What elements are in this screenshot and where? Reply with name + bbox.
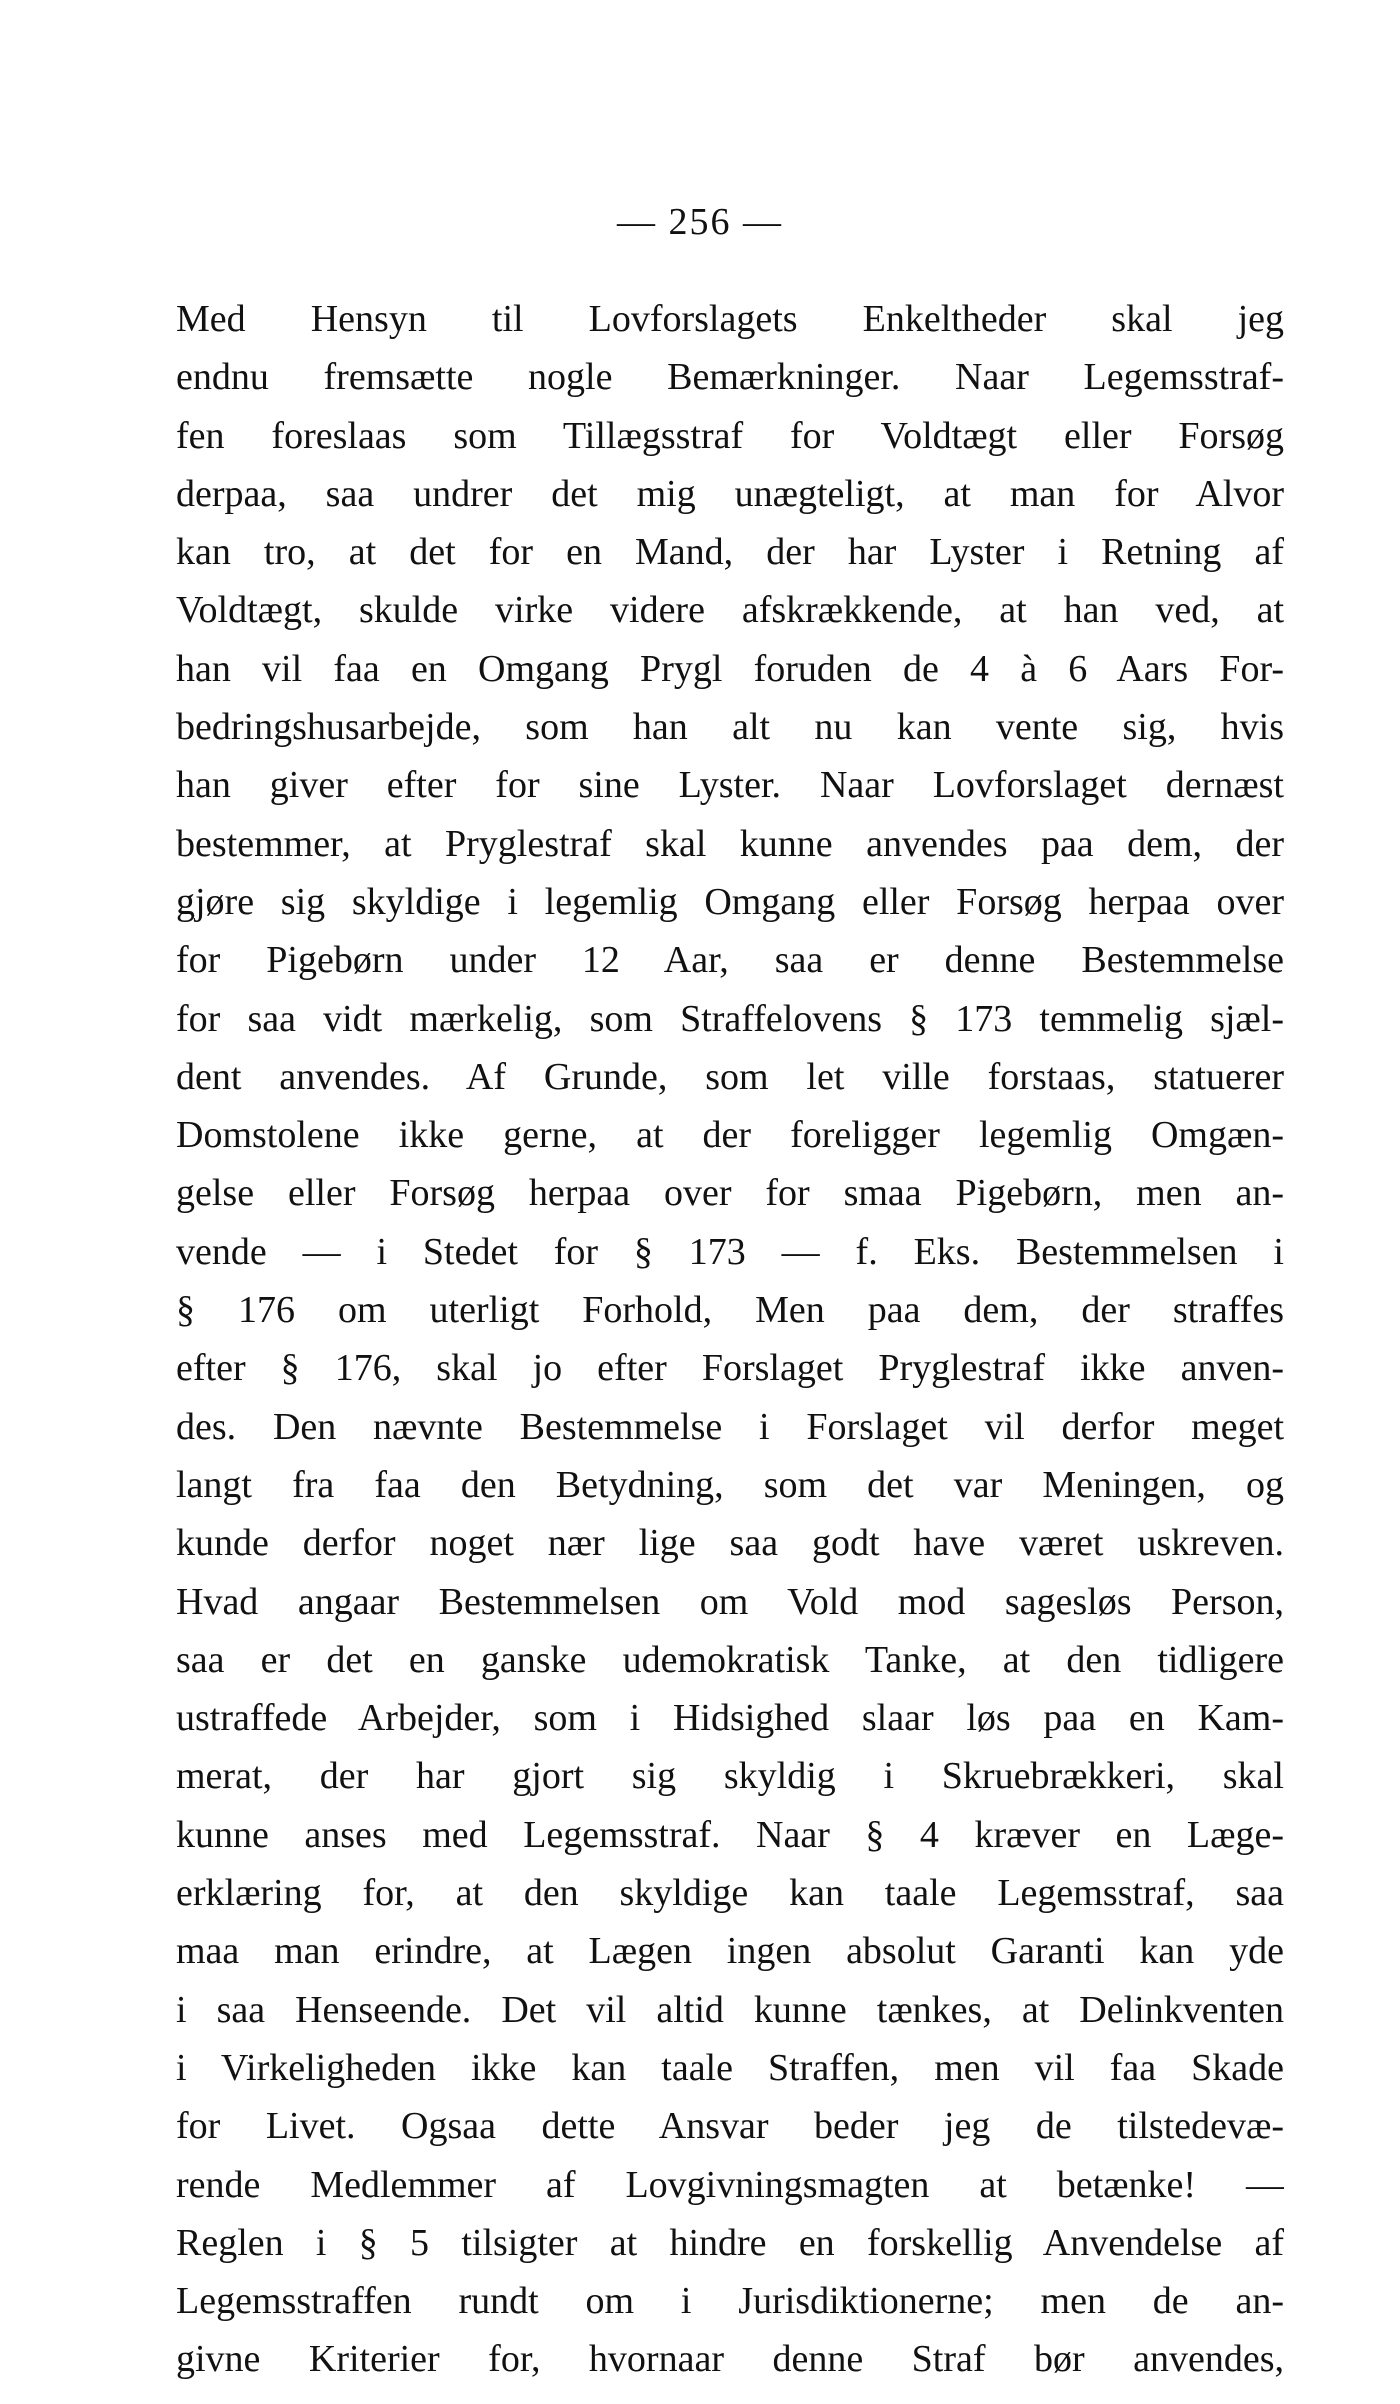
text-line: Voldtægt, skulde virke videre afskrækkende, at han ved, at [176, 589, 1284, 632]
text-line: dent anvendes. Af Grunde, som let ville forstaas, statuerer [176, 1055, 1284, 1098]
text-line: bedringshusarbejde, som han alt nu kan vente sig, hvis [176, 706, 1284, 749]
text-line: gjøre sig skyldige i legemlig Omgang eller Forsøg herpaa over [176, 880, 1284, 923]
text-line: for Pigebørn under 12 Aar, saa er denne Bestemmelse [176, 939, 1284, 982]
text-line: i saa Henseende. Det vil altid kunne tænkes, at Delinkventen [176, 1988, 1284, 2031]
body-text [176, 290, 1284, 2389]
text-line: han vil faa en Omgang Prygl foruden de 4 à 6 Aars For- [176, 647, 1284, 690]
text-line: saa er det en ganske udemokratisk Tanke, at den tidligere [176, 1638, 1284, 1681]
text-line: langt fra faa den Betydning, som det var Meningen, og [176, 1463, 1284, 1506]
text-line: fen foreslaas som Tillægsstraf for Voldtægt eller Forsøg [176, 414, 1284, 457]
text-line: erklæring for, at den skyldige kan taale Legemsstraf, saa [176, 1872, 1284, 1915]
text-line: rende Medlemmer af Lovgivningsmagten at betænke! — [176, 2163, 1284, 2206]
text-line: vende — i Stedet for § 173 — f. Eks. Bestemmelsen i [176, 1230, 1284, 1273]
text-line: i Virkeligheden ikke kan taale Straffen, men vil faa Skade [176, 2046, 1284, 2089]
text-line: for Livet. Ogsaa dette Ansvar beder jeg de tilstedevæ- [176, 2105, 1284, 2148]
text-line: des. Den nævnte Bestemmelse i Forslaget vil derfor meget [176, 1405, 1284, 1448]
text-line: ustraffede Arbejder, som i Hidsighed slaar løs paa en Kam- [176, 1697, 1284, 1740]
text-line: kunde derfor noget nær lige saa godt have været uskreven. [176, 1522, 1284, 1565]
text-line: endnu fremsætte nogle Bemærkninger. Naar Legemsstraf- [176, 356, 1284, 399]
text-line: maa man erindre, at Lægen ingen absolut Garanti kan yde [176, 1930, 1284, 1973]
text-line: Hvad angaar Bestemmelsen om Vold mod sagesløs Person, [176, 1580, 1284, 1623]
text-line: kunne anses med Legemsstraf. Naar § 4 kræver en Læge- [176, 1813, 1284, 1856]
text-line: Domstolene ikke gerne, at der foreligger legemlig Omgæn- [176, 1114, 1284, 1157]
text-line: Reglen i § 5 tilsigter at hindre en forskellig Anvendelse af [176, 2221, 1284, 2264]
text-line: for saa vidt mærkelig, som Straffelovens § 173 temmelig sjæl- [176, 997, 1284, 1040]
page-number: — 256 — [617, 201, 783, 243]
text-line: Med Hensyn til Lovforslagets Enkeltheder skal jeg [176, 298, 1284, 340]
text-line: gelse eller Forsøg herpaa over for smaa Pigebørn, men an- [176, 1172, 1284, 1215]
text-line: bestemmer, at Pryglestraf skal kunne anvendes paa dem, der [176, 822, 1284, 865]
text-line: han giver efter for sine Lyster. Naar Lovforslaget dernæst [176, 764, 1284, 807]
text-line: § 176 om uterligt Forhold, Men paa dem, der straffes [176, 1289, 1284, 1332]
text-line: kan tro, at det for en Mand, der har Lyster i Retning af [176, 531, 1284, 574]
text-line: merat, der har gjort sig skyldig i Skruebrækkeri, skal [176, 1755, 1284, 1798]
text-line: derpaa, saa undrer det mig unægteligt, at man for Alvor [176, 472, 1284, 515]
text-line: efter § 176, skal jo efter Forslaget Pryglestraf ikke anven- [176, 1347, 1284, 1390]
text-line: Legemsstraffen rundt om i Jurisdiktionerne; men de an- [176, 2280, 1284, 2323]
text-line: givne Kriterier for, hvornaar denne Straf bør anvendes, [176, 2338, 1284, 2381]
